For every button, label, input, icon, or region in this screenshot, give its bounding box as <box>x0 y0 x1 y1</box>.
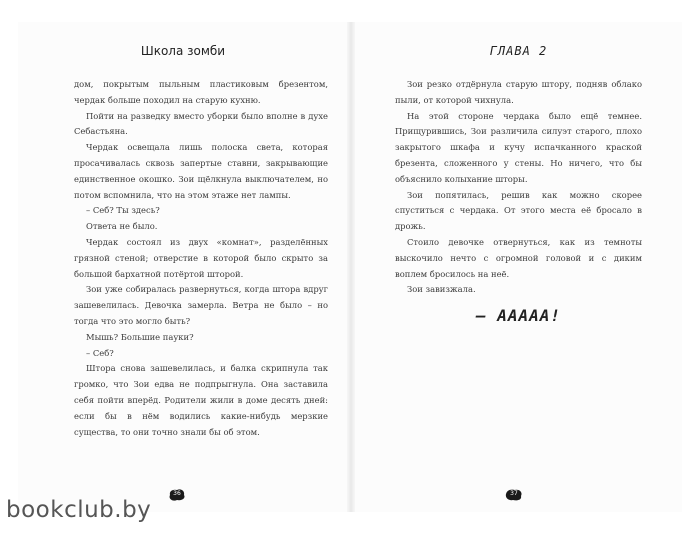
paragraph: Пойти на разведку вместо уборки было вполне в духе Себастьяна. <box>74 110 328 137</box>
left-folio-badge <box>168 488 186 502</box>
right-page-text <box>395 77 642 324</box>
paragraph: Мышь? Большие пауки? <box>86 331 194 342</box>
watermark: bookclub.by <box>6 497 152 523</box>
paragraph: Зои уже собиралась развернуться, когда штора вдруг зашевелилась. Девочка замерла. Ветра не было – но тогда что это могло быть? <box>74 284 328 326</box>
paragraph: Чердак состоял из двух «комнат», разделённых грязной стеной; отверстие в которой было скрыто за большой бархатной потёртой шторой. <box>74 236 328 279</box>
left-page-text <box>74 77 328 440</box>
paragraph: Зои резко отдёрнула старую штору, подняв облако пыли, от которой чихнула. <box>395 79 642 105</box>
paragraph: Ответа не было. <box>86 221 158 232</box>
paragraph: Зои завизжала. <box>407 284 476 295</box>
paragraph: – Себ? <box>86 347 114 358</box>
paragraph: Стоило девочке отвернуться, как из темноты выскочило нечто с огромной головой и с диким воплем бросилось на неё. <box>395 236 642 279</box>
paragraph: Штора снова зашевелилась, и балка скрипнула так громко, что Зои едва не подпрыгнула. Она заставила себя пойти вперёд. Родители жили в доме десять дней: если бы в нём водились какие-нибудь мерзкие существа, то они точно знали бы об этом. <box>74 363 328 437</box>
paragraph: дом, покрытым пыльным пластиковым брезентом, чердак больше походил на старую кухню. <box>74 79 328 105</box>
right-running-head: ГЛАВА 2 <box>489 44 548 58</box>
left-page-number: 36 <box>173 490 181 497</box>
paragraph: – Себ? Ты здесь? <box>86 205 160 216</box>
right-folio-badge <box>505 488 523 502</box>
left-running-head: Школа зомби <box>140 44 226 58</box>
left-page <box>18 22 348 512</box>
paragraph: Чердак освещала лишь полоска света, которая просачивалась сквозь запертые ставни, закрывающие единственное окошко. Зои щёлкнула выключателем, но потом вспомнила, что на этом этаже нет лампы. <box>74 142 328 200</box>
paragraph: Зои попятилась, решив как можно скорее спуститься с чердака. От этого места её бросало в дрожь. <box>395 189 642 232</box>
right-page <box>355 22 682 512</box>
paragraph: На этой стороне чердака было ещё темнее. Прищурившись, Зои различила силуэт старого, плохо закрытого шкафа и кучу испачканного краской брезента, сложенного у стены. Но ничего, что бы объяснило колыхание шторы. <box>395 110 642 184</box>
right-page-number: 37 <box>510 490 518 497</box>
book-gutter <box>347 22 355 512</box>
scream-text: – ААААА! <box>475 306 562 326</box>
